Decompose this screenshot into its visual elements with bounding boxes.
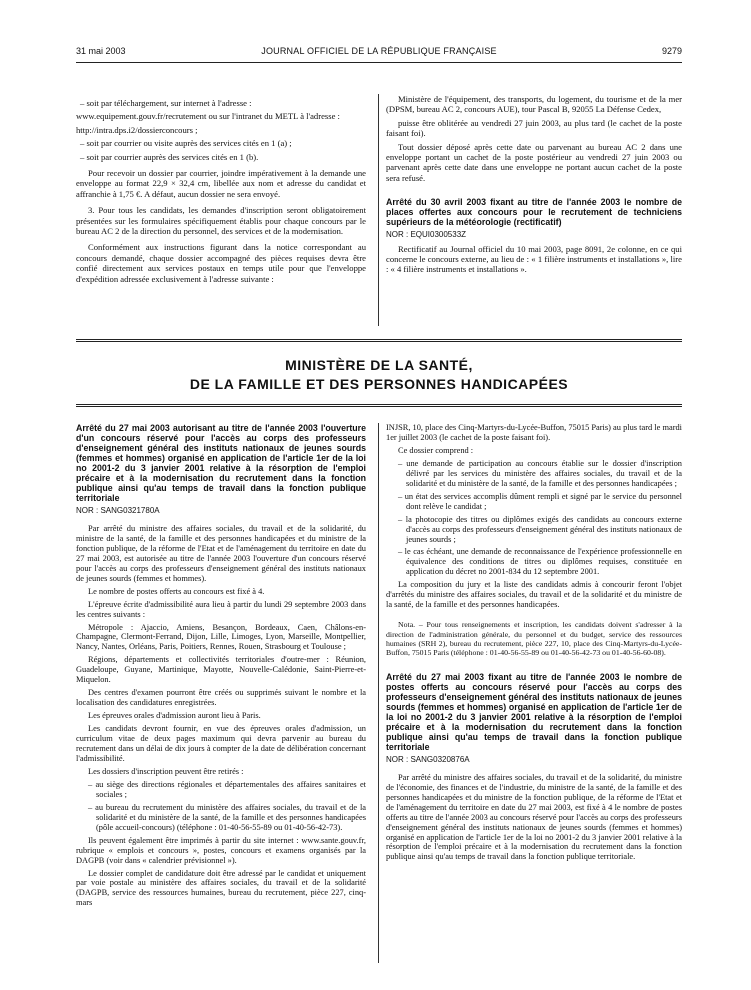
nota-note: Nota. – Pour tous renseignements et inscription, les candidats doivent s'adresser à la direction de l'administration générale, du personnel et du budget, service des ressources humaines (SRH 2), bureau du recrutement, pièce 227, 10, place des Cinq-Martyrs-du-Lycée-Buffon, 75015 Paris (téléphone : 01-40-56-55-89 ou 01-40-56-42-73 ou 01-40-56-60-08). xyxy=(386,620,682,658)
nor-reference: NOR : EQUI0300533Z xyxy=(386,230,467,240)
page-header xyxy=(76,46,682,60)
paragraph: Ministère de l'équipement, des transports, du logement, du tourisme et de la mer (DPSM, bureau AC 2, concours AUE), tour Pascal B, 92055 La Défense Cedex, xyxy=(386,94,682,115)
paragraph: – un état des services accomplis dûment rempli et signé par le service du personnel dont relève le candidat ; xyxy=(398,491,682,511)
paragraph: Métropole : Ajaccio, Amiens, Besançon, Bordeaux, Caen, Châlons-en-Champagne, Clermont-Ferrand, Dijon, Lille, Limoges, Lyon, Marseille, Montpellier, Nancy, Nantes, Orléans, Paris, Poitiers, Rennes, Rouen, Strasbourg et Toulouse ; xyxy=(76,622,366,652)
bottom-left-column xyxy=(76,423,366,911)
ministry-heading-line1: MINISTÈRE DE LA SANTÉ, xyxy=(285,357,473,373)
nor-reference: NOR : SANG0320876A xyxy=(386,754,470,764)
paragraph: Rectificatif au Journal officiel du 10 mai 2003, page 8091, 2e colonne, en ce qui concerne le concours externe, au lieu de : « 1 filière instruments et installations », lire : « 4 filière instruments et installations ». xyxy=(386,243,682,275)
ministry-heading-line2: DE LA FAMILLE ET DES PERSONNES HANDICAPÉES xyxy=(189,376,569,392)
paragraph: Les candidats devront fournir, en vue des épreuves orales d'admission, un curriculum vitae de deux pages maximum qui devra parvenir au bureau du recrutement dans un délai de dix jours à compter de la date de délibération concernant l'admissibilité. xyxy=(76,724,366,763)
paragraph: Les épreuves orales d'admission auront lieu à Paris. xyxy=(88,711,261,721)
paragraph: 3. Pour tous les candidats, les demandes d'inscription seront obligatoirement présentées sur les formulaires spécifiquement établis pour chaque concours par le bureau AC 2 de la direction du personnel, des services et de la modernisation. xyxy=(76,205,366,237)
paragraph: – au bureau du recrutement du ministère des affaires sociales, du travail et de la solidarité et du ministère de la santé, de la famille et des personnes handicapées (pôle accueil-concours) (téléphone : 01-40-56-55-89 ou 01-40-56-42-73). xyxy=(88,802,366,832)
top-right-column xyxy=(386,94,682,278)
bottom-right-column xyxy=(386,423,682,865)
header-page-number: 9279 xyxy=(661,46,682,56)
paragraph: Régions, départements et collectivités territoriales d'outre-mer : Réunion, Guadeloupe, Guyane, Martinique, Mayotte, Nouvelle-Calédonie, Saint-Pierre-et-Miquelon. xyxy=(76,655,366,685)
ministry-heading xyxy=(76,339,682,407)
decree-title: Arrêté du 30 avril 2003 fixant au titre de l'année 2003 le nombre de places offertes aux concours pour le recrutement de techniciens supérieurs de la météorologie (rectificatif) xyxy=(386,197,682,228)
paragraph: – la photocopie des titres ou diplômes exigés des candidats au concours externe d'accès au corps des professeurs d'enseignement général des instituts nationaux de jeunes sourds ; xyxy=(398,514,682,544)
paragraph: – soit par courrier ou visite auprès des services cités en 1 (a) ; xyxy=(80,138,292,149)
paragraph: Le nombre de postes offerts au concours est fixé à 4. xyxy=(88,586,265,596)
header-date: 31 mai 2003 xyxy=(76,46,126,56)
paragraph: Pour recevoir un dossier par courrier, joindre impérativement à la demande une enveloppe au format 22,9 × 32,4 cm, libellée aux nom et adresse du candidat et affranchie à 1,75 €. A défaut, aucun dossier ne sera envoyé. xyxy=(76,168,366,199)
column-divider xyxy=(378,94,379,326)
paragraph: – soit par téléchargement, sur internet à l'adresse : xyxy=(80,98,252,108)
decree-title: Arrêté du 27 mai 2003 autorisant au titre de l'année 2003 l'ouverture d'un concours réservé pour l'accès au corps des professeurs d'enseignement général des instituts nationaux de jeunes sourds (femmes et hommes) organisé en application de l'article 1er de la loi no 2001-2 du 3 janvier 2001 relative à la résorption de l'emploi précaire et à la modernisation du recrutement dans la fonction publique ainsi qu'au temps de travail dans la fonction publique territoriale xyxy=(76,423,366,503)
paragraph: puisse être oblitérée au vendredi 27 juin 2003, au plus tard (le cachet de la poste faisant foi). xyxy=(386,117,682,139)
top-left-column xyxy=(76,98,366,287)
decree-title: Arrêté du 27 mai 2003 fixant au titre de l'année 2003 le nombre de postes offerts au concours réservé pour l'accès au corps des professeurs d'enseignement général des instituts nationaux de jeunes sourds (femmes et hommes) organisé en application de l'article 1er de la loi no 2001-2 du 3 janvier 2001 relative à la résorption de l'emploi précaire et à la modernisation du recrutement dans la fonction publique ainsi qu'au temps de travail dans la fonction publique territoriale xyxy=(386,671,682,752)
paragraph: La composition du jury et la liste des candidats admis à concourir feront l'objet d'arrêtés du ministre des affaires sociales, du travail et de la solidarité et du ministre de la santé, de la famille et des personnes handicapées. xyxy=(386,580,682,610)
paragraph: Ce dossier comprend : xyxy=(398,445,474,455)
column-divider xyxy=(378,423,379,963)
paragraph: – au siège des directions régionales et départementales des affaires sanitaires et sociales ; xyxy=(88,779,366,799)
paragraph: http://intra.dps.i2/dossierconcours ; xyxy=(76,124,198,135)
paragraph: www.equipement.gouv.fr/recrutement ou sur l'intranet du METL à l'adresse : xyxy=(76,111,340,122)
paragraph: Tout dossier déposé après cette date ou parvenant au bureau AC 2 dans une enveloppe portant un cachet de la poste postérieur au vendredi 27 juin 2003 ou parvenant après cette date dans une enveloppe ne portant aucun cachet de la poste sera refusé. xyxy=(386,141,682,183)
header-journal-title: JOURNAL OFFICIEL DE LA RÉPUBLIQUE FRANÇAISE xyxy=(261,46,497,56)
header-rule xyxy=(76,62,682,63)
paragraph: – le cas échéant, une demande de reconnaissance de l'expérience professionnelle en équivalence des conditions de titres ou diplômes requises, constituée en application du décret no 2001-834 du 12 septembre 2001. xyxy=(398,547,682,577)
paragraph: Conformément aux instructions figurant dans la notice correspondant au concours demandé, chaque dossier accompagné des pièces requises devra être confié directement aux services postaux en temps utile pour que l'enveloppe d'expédition adressée exclusivement à l'adresse suivante : xyxy=(76,242,366,284)
paragraph: Ils peuvent également être imprimés à partir du site internet : www.sante.gouv.fr, rubrique « emplois et concours », postes, concours et examens organisés par la DAGPB (voir dans « calendrier prévisionnel »). xyxy=(76,835,366,865)
paragraph: – soit par courrier auprès des services cités en 1 (b). xyxy=(80,151,259,162)
paragraph: Des centres d'examen pourront être créés ou supprimés suivant le nombre et la localisation des candidatures enregistrées. xyxy=(76,688,366,708)
paragraph: Les dossiers d'inscription peuvent être retirés : xyxy=(88,766,244,776)
nor-reference: NOR : SANG0321780A xyxy=(76,506,160,515)
paragraph: Par arrêté du ministre des affaires sociales, du travail et de la solidarité, du ministre de l'économie, des finances et de l'industrie, du ministre de la santé, de la famille et des personnes handicapées et du ministre de la fonction publique, de la réforme de l'Etat et de l'aménagement du territoire en date du 27 mai 2003, est fixé à 4 le nombre de postes offerts au titre de l'année 2003 au concours réservé pour l'accès au corps des professeurs d'enseignement général des instituts nationaux de jeunes sourds (femmes et hommes) organisé en application de l'article 1er de la loi no 2001-2 du 3 janvier 2001 relative à la résorption de l'emploi précaire et à la modernisation du recrutement dans la fonction publique ainsi qu'au temps de travail dans la fonction publique territoriale. xyxy=(386,772,682,862)
paragraph: Par arrêté du ministre des affaires sociales, du travail et de la solidarité, du ministre de la santé, de la famille et des personnes handicapées et du ministre de la fonction publique, de la réforme de l'Etat et de l'aménagement du territoire en date du 27 mai 2003, est autorisée au titre de l'année 2003 l'ouverture d'un concours réservé pour l'accès au corps des professeurs d'enseignement général des instituts nationaux de jeunes sourds (femmes et hommes). xyxy=(76,523,366,583)
paragraph: L'épreuve écrite d'admissibilité aura lieu à partir du lundi 29 septembre 2003 dans les centres suivants : xyxy=(76,599,366,619)
paragraph: Le dossier complet de candidature doit être adressé par le candidat et uniquement par voie postale au ministère des affaires sociales, du travail et de la solidarité (DAGPB, service des ressources humaines, bureau du recrutement, pièce 227, cinq-mars xyxy=(76,868,366,908)
paragraph: – une demande de participation au concours établie sur le dossier d'inscription délivré par les services du ministère des affaires sociales, du travail et de la solidarité et du ministère de la santé, de la famille et des personnes handicapées ; xyxy=(398,458,682,488)
paragraph: INJSR, 10, place des Cinq-Martyrs-du-Lycée-Buffon, 75015 Paris) au plus tard le mardi 1er juillet 2003 (le cachet de la poste faisant foi). xyxy=(386,423,682,442)
